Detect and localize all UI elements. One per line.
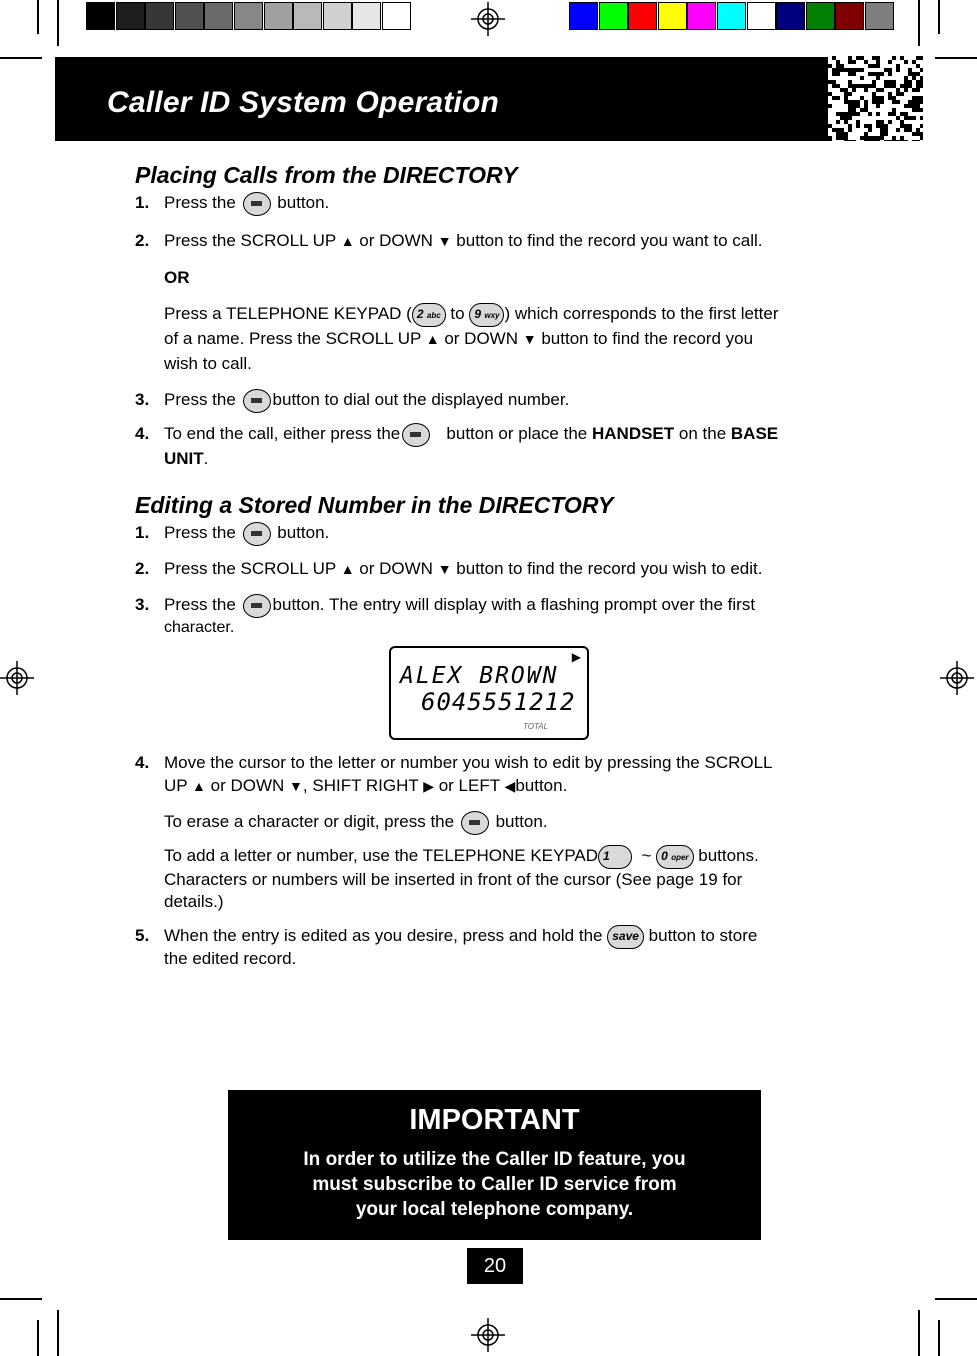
step-number: 2. xyxy=(135,559,150,578)
down-arrow-icon: ▼ xyxy=(289,778,303,794)
talk-button-icon xyxy=(243,389,271,413)
calibration-swatch xyxy=(293,2,322,30)
step-text: To add a letter or number, use the TELEPHONE KEYPAD 1 ~ 0 oper buttons. xyxy=(164,844,759,869)
step-text: Press the button. xyxy=(164,521,329,546)
step-text: Move the cursor to the letter or number you wish to edit by pressing the SCROLL xyxy=(164,753,773,772)
important-body: In order to utilize the Caller ID feature, you must subscribe to Caller ID service from your local telephone company. xyxy=(303,1149,686,1220)
calibration-swatch xyxy=(116,2,145,30)
calibration-swatch xyxy=(776,2,805,30)
lcd-total-label: TOTAL xyxy=(523,722,549,731)
directory-button-icon xyxy=(243,522,271,546)
section-title-editing: Editing a Stored Number in the DIRECTORY xyxy=(135,492,614,518)
registration-target-icon xyxy=(0,661,34,695)
directory-button-icon xyxy=(243,192,271,216)
down-arrow-icon: ▼ xyxy=(437,561,452,577)
step-number: 4. xyxy=(135,424,150,443)
down-arrow-icon: ▼ xyxy=(437,233,452,249)
edit-button-icon xyxy=(243,594,271,618)
step-number: 5. xyxy=(135,926,150,945)
important-notice xyxy=(228,1090,761,1240)
section-title-placing-calls: Placing Calls from the DIRECTORY xyxy=(135,162,518,188)
qr-code-icon xyxy=(828,56,923,141)
up-arrow-icon: ▲ xyxy=(340,233,355,249)
up-arrow-icon: ▲ xyxy=(192,778,206,794)
lcd-number: 6045551212 xyxy=(421,688,576,716)
keypad-0-icon: 0 oper xyxy=(656,845,693,869)
important-title: IMPORTANT xyxy=(409,1104,580,1136)
lcd-display xyxy=(389,646,589,740)
registration-target-icon xyxy=(940,661,974,695)
step-text: To end the call, either press the button or place the HANDSET on the BASE xyxy=(164,422,778,447)
calibration-swatch xyxy=(323,2,352,30)
right-arrow-icon: ▶ xyxy=(571,650,581,664)
calibration-swatch xyxy=(204,2,233,30)
step-text: Press the button. xyxy=(164,191,329,216)
step-text: Press a TELEPHONE KEYPAD ( 2 abc to 9 wxy ) which corresponds to the first letter xyxy=(164,302,779,327)
page-number: 20 xyxy=(467,1248,523,1284)
step-text: character. xyxy=(164,619,235,636)
step-text: When the entry is edited as you desire, press and hold the save button to store xyxy=(164,924,757,949)
calibration-swatch xyxy=(835,2,864,30)
keypad-9-icon: 9 wxy xyxy=(469,303,504,327)
step-text: the edited record. xyxy=(164,949,297,968)
page-title: Caller ID System Operation xyxy=(107,86,499,119)
step-text: Press the button to dial out the displayed number. xyxy=(164,388,569,413)
right-arrow-icon: ▶ xyxy=(423,778,434,794)
step-number: 1. xyxy=(135,523,150,542)
step-text: Press the button. The entry will display with a flashing prompt over the first xyxy=(164,593,755,618)
up-arrow-icon: ▲ xyxy=(340,561,355,577)
step-text: of a name. Press the SCROLL UP ▲ or DOWN ▼ button to find the record you xyxy=(164,329,754,348)
step-text: Characters or numbers will be inserted in front of the cursor (See page 19 for xyxy=(164,870,743,889)
keypad-1-icon: 1 xyxy=(598,845,632,869)
calibration-swatch xyxy=(145,2,174,30)
calibration-swatch xyxy=(599,2,628,30)
step-text: Press the SCROLL UP ▲ or DOWN ▼ button to find the record you want to call. xyxy=(164,231,763,250)
calibration-swatch xyxy=(658,2,687,30)
step-text: details.) xyxy=(164,892,224,911)
calibration-swatch xyxy=(569,2,598,30)
step-text: Press the SCROLL UP ▲ or DOWN ▼ button to find the record you wish to edit. xyxy=(164,559,763,578)
calibration-swatch xyxy=(234,2,263,30)
keypad-2-icon: 2 abc xyxy=(412,303,446,327)
step-text: UNIT. xyxy=(164,449,209,468)
left-arrow-icon: ◀ xyxy=(504,778,516,794)
step-text: To erase a character or digit, press the button. xyxy=(164,810,548,835)
calibration-swatch xyxy=(717,2,746,30)
calibration-swatch xyxy=(865,2,894,30)
step-number: 2. xyxy=(135,231,150,250)
step-text: UP ▲ or DOWN ▼, SHIFT RIGHT ▶ or LEFT ◀button. xyxy=(164,776,568,795)
save-button-icon: save xyxy=(607,925,644,949)
calibration-swatch xyxy=(264,2,293,30)
step-number: 3. xyxy=(135,595,150,614)
delete-button-icon xyxy=(461,811,489,835)
registration-target-icon xyxy=(471,2,505,36)
up-arrow-icon: ▲ xyxy=(425,331,440,347)
calibration-swatch xyxy=(806,2,835,30)
or-label: OR xyxy=(164,268,190,287)
calibration-swatch xyxy=(175,2,204,30)
step-number: 3. xyxy=(135,390,150,409)
lcd-name: ALEX BROWN xyxy=(400,663,559,689)
calibration-swatch xyxy=(687,2,716,30)
registration-target-icon xyxy=(471,1318,505,1352)
step-number: 4. xyxy=(135,753,150,772)
calibration-swatch xyxy=(86,2,115,30)
calibration-swatch xyxy=(747,2,776,30)
step-number: 1. xyxy=(135,193,150,212)
calibration-swatch xyxy=(628,2,657,30)
off-button-icon xyxy=(402,423,430,447)
calibration-swatch xyxy=(352,2,381,30)
step-text: wish to call. xyxy=(164,354,252,373)
calibration-swatch xyxy=(382,2,411,30)
down-arrow-icon: ▼ xyxy=(522,331,537,347)
